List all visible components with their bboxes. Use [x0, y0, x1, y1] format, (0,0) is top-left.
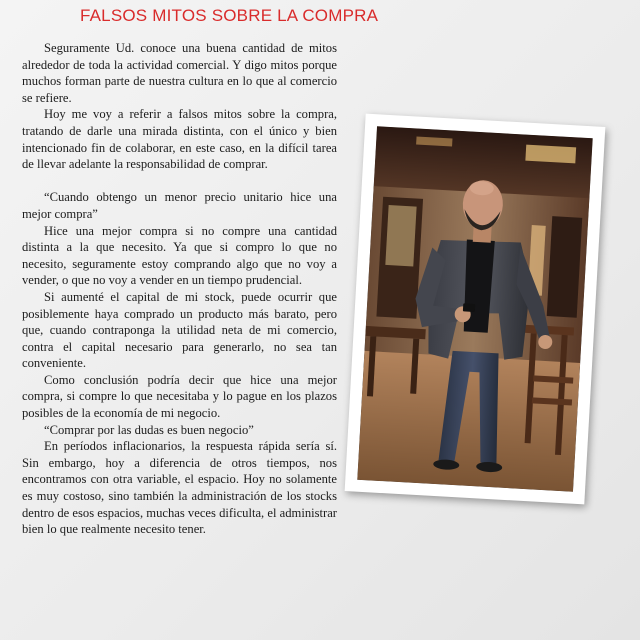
paragraph-6: En períodos inflacionarios, la respuesta rápida sería sí. Sin embargo, hoy a diferencia de otros tiempos, nos encontramos con otra variable, el espacio. Hoy no solamente es muy costoso, sino también la administración de los stocks dentro de esos espacios, muchas veces dificulta, el administrar bien lo que realmente necesito tener. — [22, 439, 337, 537]
photo-frame — [345, 114, 606, 505]
article-body — [22, 40, 337, 538]
paragraph-4: Si aumenté el capital de mi stock, puede ocurrir que posiblemente haya comprado un producto más barato, pero que, cuando contraponga la utilidad neta de mi comercio, contra el capital necesario para generarlo, no sea tan conveniente. — [22, 289, 337, 371]
paragraph-5: Como conclusión podría decir que hice una mejor compra, si compre lo que necesitaba y lo pague en los plazos posibles de la economía de mi negocio. — [22, 372, 337, 421]
author-photo-illustration — [357, 126, 592, 492]
paragraph-2: Hoy me voy a referir a falsos mitos sobre la compra, tratando de darle una mirada distinta, con el único y bien intencionado fin de colaborar, en este caso, en la difícil tarea de llevar adelante la responsabilidad de comprar. — [22, 107, 337, 172]
paragraph-1: Seguramente Ud. conoce una buena cantidad de mitos alrededor de toda la actividad comercial. Y digo mitos porque muchos forman parte de nuestra cultura en lo que al comercio se refiere. — [22, 41, 337, 105]
quote-heading-2: “Comprar por las dudas es buen negocio” — [44, 422, 254, 437]
article-title: FALSOS MITOS SOBRE LA COMPRA — [80, 6, 379, 25]
paragraph-3: Hice una mejor compra si no compre una cantidad distinta a la que necesito. Ya que si compro lo que no necesito, seguramente estoy comprando algo que no voy a vender, o que no voy a vender en un tiempo prudencial. — [22, 223, 337, 288]
author-photo — [357, 126, 592, 492]
quote-heading-1: “Cuando obtengo un menor precio unitario hice una mejor compra” — [22, 190, 337, 221]
